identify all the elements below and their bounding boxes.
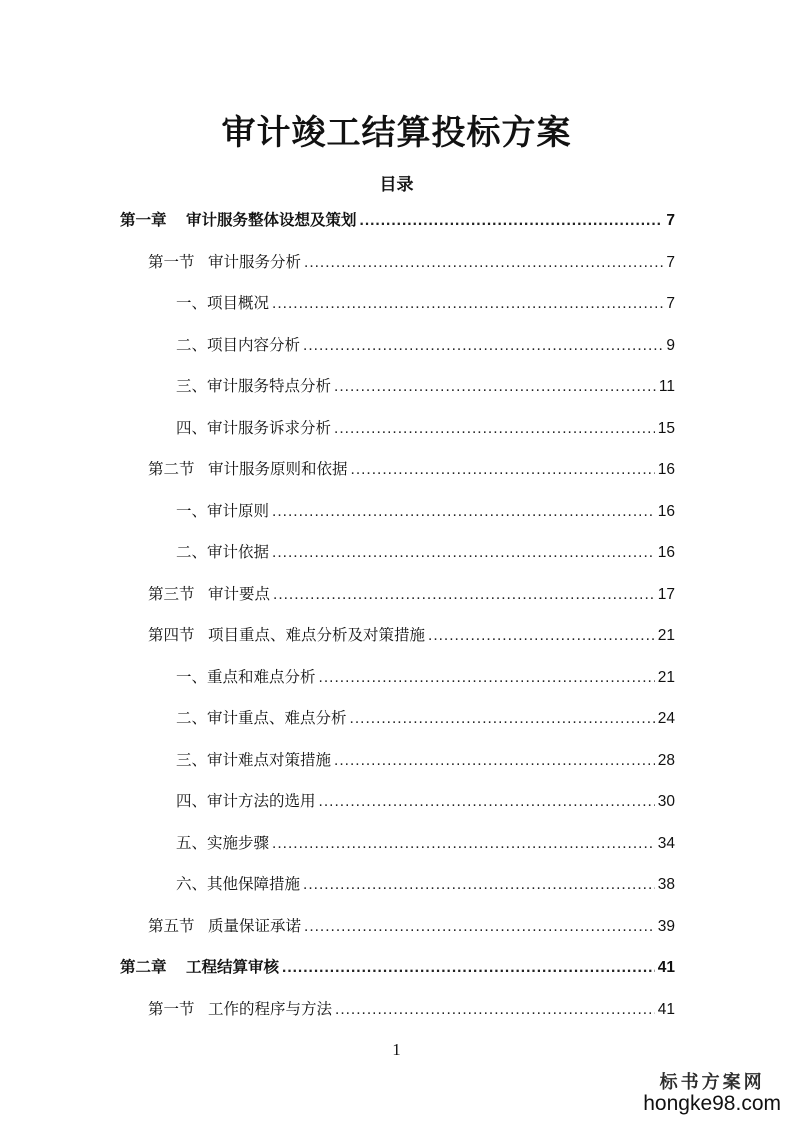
toc-dot-leader (334, 420, 655, 438)
toc-entry-page: 30 (657, 793, 675, 810)
toc-entry-number: 第四节 (148, 626, 195, 644)
toc-subsection-entry[interactable] (176, 416, 675, 444)
toc-entry-title: 其他保障措施 (207, 875, 301, 893)
toc-entry-title: 审计服务原则和依据 (208, 460, 348, 478)
watermark-site-name: 标书方案网 (659, 1072, 765, 1093)
toc-entry-page: 7 (666, 254, 675, 271)
toc-entry-number: 四、 (176, 419, 208, 437)
toc-entry-title: 项目内容分析 (207, 336, 301, 354)
toc-entry-title: 审计服务分析 (208, 253, 302, 271)
toc-section-entry[interactable] (148, 250, 675, 278)
toc-entry-title: 实施步骤 (207, 834, 270, 852)
toc-entry-title: 审计要点 (208, 585, 271, 603)
toc-subsection-entry[interactable] (176, 665, 675, 693)
toc-entry-page: 15 (657, 420, 675, 437)
toc-entry-number: 四、 (176, 792, 208, 810)
toc-section-entry[interactable] (148, 623, 675, 651)
toc-entry-number: 第一章 (120, 211, 167, 229)
toc-entry-number: 第一节 (148, 1000, 195, 1018)
toc-entry-number: 一、 (176, 668, 208, 686)
toc-entry-number: 第二节 (148, 460, 195, 478)
toc-entry-number: 三、 (176, 377, 208, 395)
toc-dot-leader (351, 461, 655, 479)
toc-dot-leader (428, 627, 655, 645)
toc-entry-page: 16 (657, 544, 675, 561)
toc-entry-number: 二、 (176, 709, 208, 727)
page-number: 1 (392, 1040, 401, 1059)
toc-entry-page: 28 (657, 752, 675, 769)
toc-entry-number: 二、 (176, 543, 208, 561)
toc-dot-leader (272, 503, 655, 521)
toc-entry-page: 41 (657, 1001, 675, 1018)
toc-entry-title: 审计原则 (207, 502, 270, 520)
toc-entry-title: 审计依据 (207, 543, 270, 561)
toc-entry-page: 39 (657, 918, 675, 935)
toc-dot-leader (319, 669, 655, 687)
toc-subsection-entry[interactable] (176, 291, 675, 319)
toc-entry-number: 五、 (176, 834, 208, 852)
toc-entry-page: 24 (657, 710, 675, 727)
watermark-logo (643, 1068, 781, 1116)
toc-entry-title: 项目概况 (207, 294, 270, 312)
toc-dot-leader (272, 544, 655, 562)
toc-entry-number: 六、 (176, 875, 208, 893)
toc-dot-leader (303, 876, 655, 894)
toc-entry-page: 7 (666, 212, 675, 229)
toc-entry-title: 重点和难点分析 (207, 668, 316, 686)
toc-dot-leader (282, 959, 655, 977)
toc-dot-leader (335, 1001, 655, 1019)
toc-subsection-entry[interactable] (176, 706, 675, 734)
toc-entry-page: 7 (666, 295, 675, 312)
toc-section-entry[interactable] (148, 914, 675, 942)
toc-subsection-entry[interactable] (176, 789, 675, 817)
toc-dot-leader (273, 586, 655, 604)
toc-chapter-entry[interactable] (120, 955, 675, 983)
toc-entry-title: 质量保证承诺 (208, 917, 302, 935)
toc-entry-title: 审计服务整体设想及策划 (186, 211, 357, 229)
toc-entry-title: 审计服务特点分析 (207, 377, 332, 395)
toc-dot-leader (304, 918, 655, 936)
toc-entry-page: 9 (666, 337, 675, 354)
toc-entry-number: 一、 (176, 502, 208, 520)
toc-entry-page: 11 (658, 378, 675, 395)
toc-entry-number: 第三节 (148, 585, 195, 603)
toc-entry-number: 第五节 (148, 917, 195, 935)
toc-subsection-entry[interactable] (176, 748, 675, 776)
toc-dot-leader (334, 752, 655, 770)
toc-dot-leader (304, 254, 663, 272)
toc-entry-page: 16 (657, 461, 675, 478)
toc-entry-title: 审计重点、难点分析 (207, 709, 347, 727)
toc-dot-leader (334, 378, 656, 396)
toc-dot-leader (272, 835, 655, 853)
toc-entry-title: 审计服务诉求分析 (207, 419, 332, 437)
toc-entry-number: 第二章 (120, 958, 167, 976)
toc-section-entry[interactable] (148, 997, 675, 1025)
toc-subsection-entry[interactable] (176, 374, 675, 402)
toc-entry-page: 34 (657, 835, 675, 852)
toc-entry-number: 二、 (176, 336, 208, 354)
toc-entry-page: 41 (657, 959, 675, 976)
toc-entry-number: 一、 (176, 294, 208, 312)
toc-dot-leader (272, 295, 663, 313)
toc-dot-leader (360, 212, 664, 230)
toc-entry-title: 审计方法的选用 (207, 792, 316, 810)
toc-heading: 目录 (379, 175, 414, 195)
document-title: 审计竣工结算投标方案 (221, 113, 572, 153)
toc-dot-leader (350, 710, 655, 728)
toc-subsection-entry[interactable] (176, 499, 675, 527)
toc-entry-page: 38 (657, 876, 675, 893)
toc-entry-page: 21 (657, 669, 675, 686)
toc-chapter-entry[interactable] (120, 208, 675, 236)
toc-entry-page: 16 (657, 503, 675, 520)
toc-dot-leader (319, 793, 655, 811)
toc-subsection-entry[interactable] (176, 333, 675, 361)
toc-dot-leader (303, 337, 663, 355)
watermark-url: hongke98.com (643, 1092, 781, 1115)
toc-section-entry[interactable] (148, 457, 675, 485)
toc-section-entry[interactable] (148, 582, 675, 610)
toc-entry-number: 第一节 (148, 253, 195, 271)
toc-entry-title: 工程结算审核 (186, 958, 280, 976)
toc-entry-page: 17 (657, 586, 675, 603)
toc-entry-page: 21 (657, 627, 675, 644)
toc-entry-number: 三、 (176, 751, 208, 769)
toc-subsection-entry[interactable] (176, 872, 675, 900)
toc-entry-title: 工作的程序与方法 (208, 1000, 333, 1018)
toc-entry-title: 项目重点、难点分析及对策措施 (208, 626, 426, 644)
toc-subsection-entry[interactable] (176, 831, 675, 859)
toc-subsection-entry[interactable] (176, 540, 675, 568)
toc-entry-title: 审计难点对策措施 (207, 751, 332, 769)
